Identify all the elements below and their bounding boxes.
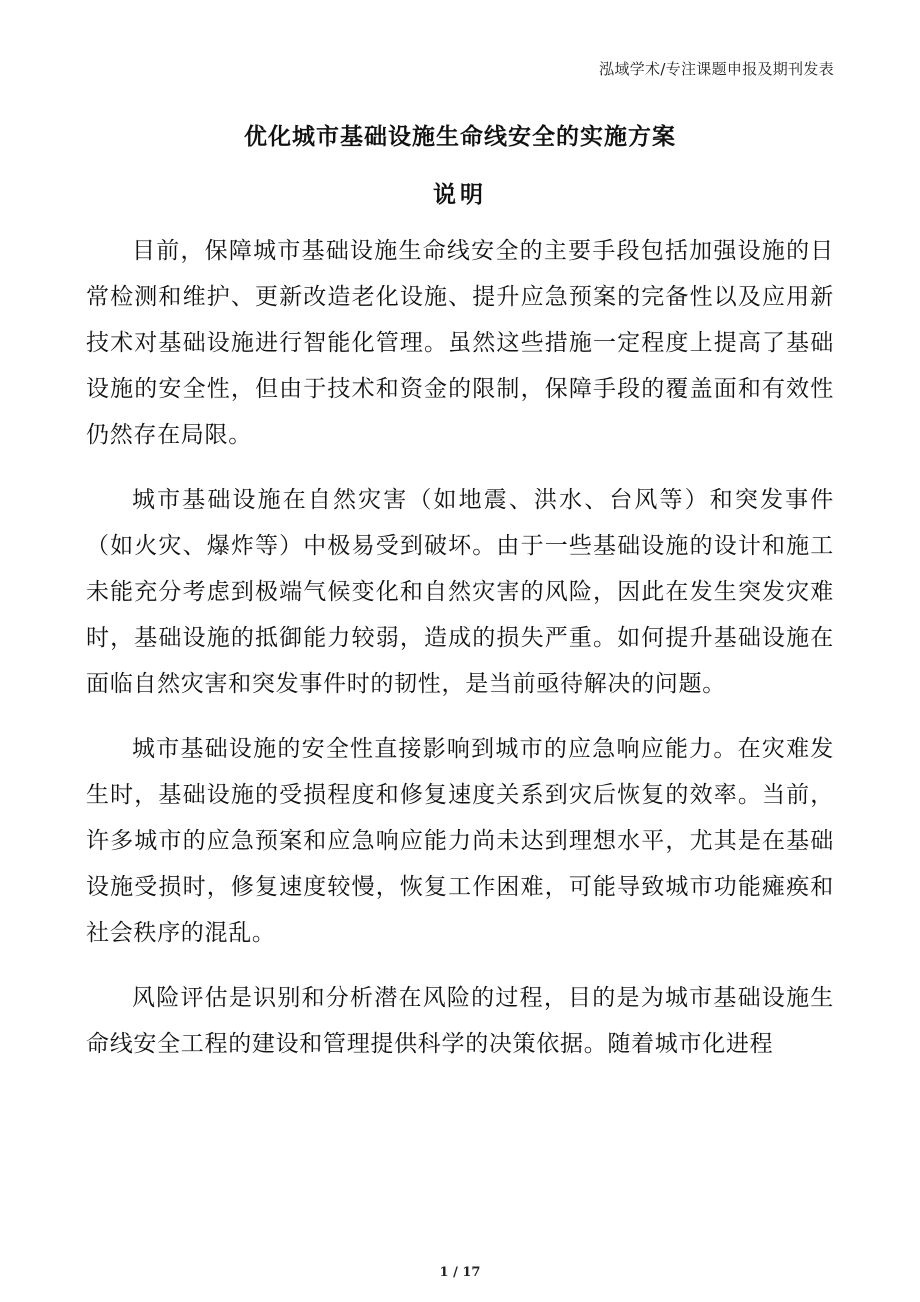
paragraph-4: 风险评估是识别和分析潜在风险的过程，目的是为城市基础设施生命线安全工程的建设和管理提供科学的决策依据。随着城市化进程 — [86, 985, 834, 1057]
paragraph-3: 城市基础设施的安全性直接影响到城市的应急响应能力。在灾难发生时，基础设施的受损程度和修复速度关系到灾后恢复的效率。当前，许多城市的应急预案和应急响应能力尚未达到理想水平，尤其是在基础设施受损时，修复速度较慢，恢复工作困难，可能导致城市功能瘫痪和社会秩序的混乱。 — [86, 736, 834, 946]
paragraph-1: 目前，保障城市基础设施生命线安全的主要手段包括加强设施的日常检测和维护、更新改造老化设施、提升应急预案的完备性以及应用新技术对基础设施进行智能化管理。虽然这些措施一定程度上提高了基础设施的安全性，但由于技术和资金的限制，保障手段的覆盖面和有效性仍然存在局限。 — [86, 238, 834, 448]
section-heading: 说明 — [433, 182, 487, 208]
document-body — [86, 228, 834, 1086]
header-note: 泓域学术/专注课题申报及期刊发表 — [599, 60, 834, 78]
document-title: 优化城市基础设施生命线安全的实施方案 — [244, 124, 676, 150]
page-number: 1 / 17 — [439, 1265, 481, 1280]
paragraph-2: 城市基础设施在自然灾害（如地震、洪水、台风等）和突发事件（如火灾、爆炸等）中极易受到破坏。由于一些基础设施的设计和施工未能充分考虑到极端气候变化和自然灾害的风险，因此在发生突发灾难时，基础设施的抵御能力较弱，造成的损失严重。如何提升基础设施在面临自然灾害和突发事件时的韧性，是当前亟待解决的问题。 — [86, 487, 834, 697]
